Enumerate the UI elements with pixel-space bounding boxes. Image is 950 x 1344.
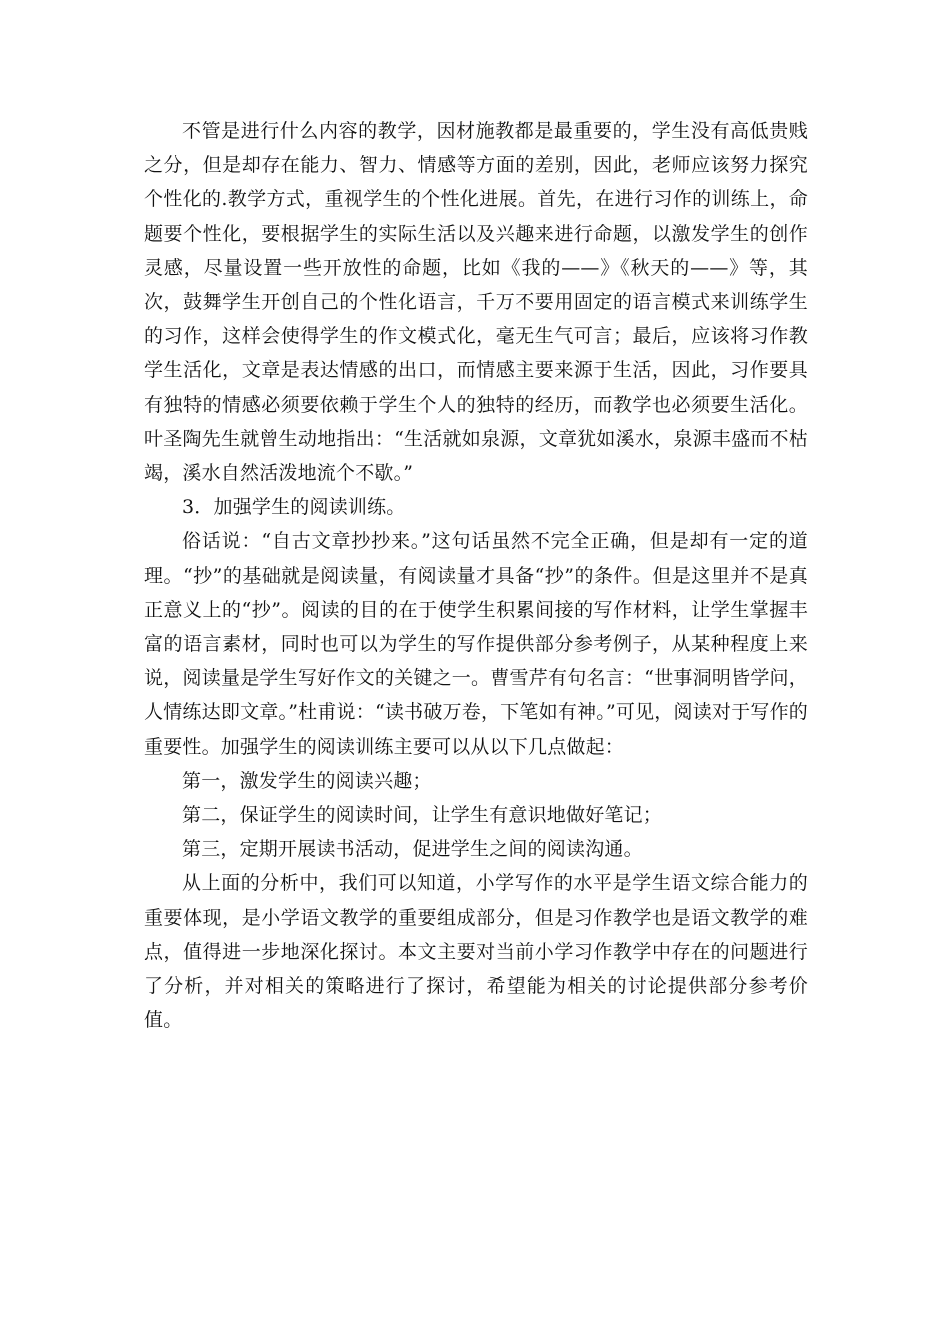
list-item-third: 第三，定期开展读书活动，促进学生之间的阅读沟通。 — [182, 838, 643, 861]
paragraph-reading-importance: 俗话说：“自古文章抄抄来。”这句话虽然不完全正确，但是却有一定的道理。“抄”的基础就是阅读量，有阅读量才具备“抄”的条件。但是这里并不是真正意义上的“抄”。阅读的目的在于使学生积累间接的写作材料，让学生掌握丰富的语言素材，同时也可以为学生的写作提供部分参考例子，从某种程度上来说，阅读量是学生写好作文的关键之一。曹雪芹有句名言：“世事洞明皆学问，人情练达即文章。”杜甫说：“读书破万卷，下笔如有神。”可见，阅读对于写作的重要性。加强学生的阅读训练主要可以从以下几点做起： — [144, 530, 808, 758]
list-item-first: 第一，激发学生的阅读兴趣； — [182, 769, 432, 792]
list-item-second: 第二，保证学生的阅读时间，让学生有意识地做好笔记； — [182, 804, 663, 827]
paragraph-individualized-teaching: 不管是进行什么内容的教学，因材施教都是最重要的，学生没有高低贵贱之分，但是却存在能力、智力、情感等方面的差别，因此，老师应该努力探究个性化的.教学方式，重视学生的个性化进展。首先，在进行习作的训练上，命题要个性化，要根据学生的实际生活以及兴趣来进行命题，以激发学生的创作灵感，尽量设置一些开放性的命题，比如《我的——》《秋天的——》等，其次，鼓舞学生开创自己的个性化语言，千万不要用固定的语言模式来训练学生的习作，这样会使得学生的作文模式化，毫无生气可言；最后，应该将习作教学生活化，文章是表达情感的出口，而情感主要来源于生活，因此，习作要具有独特的情感必须要依赖于学生个人的独特的经历，而教学也必须要生活化。叶圣陶先生就曾生动地指出：“生活就如泉源，文章犹如溪水，泉源丰盛而不枯竭，溪水自然活泼地流个不歇。” — [144, 120, 808, 485]
paragraph-conclusion: 从上面的分析中，我们可以知道，小学写作的水平是学生语文综合能力的重要体现，是小学语文教学的重要组成部分，但是习作教学也是语文教学的难点，值得进一步地深化探讨。本文主要对当前小学习作教学中存在的问题进行了分析，并对相关的策略进行了探讨，希望能为相关的讨论提供部分参考价值。 — [144, 872, 808, 1032]
section-heading-reading-training: 3．加强学生的阅读训练。 — [182, 496, 406, 519]
document-body — [144, 114, 808, 1037]
